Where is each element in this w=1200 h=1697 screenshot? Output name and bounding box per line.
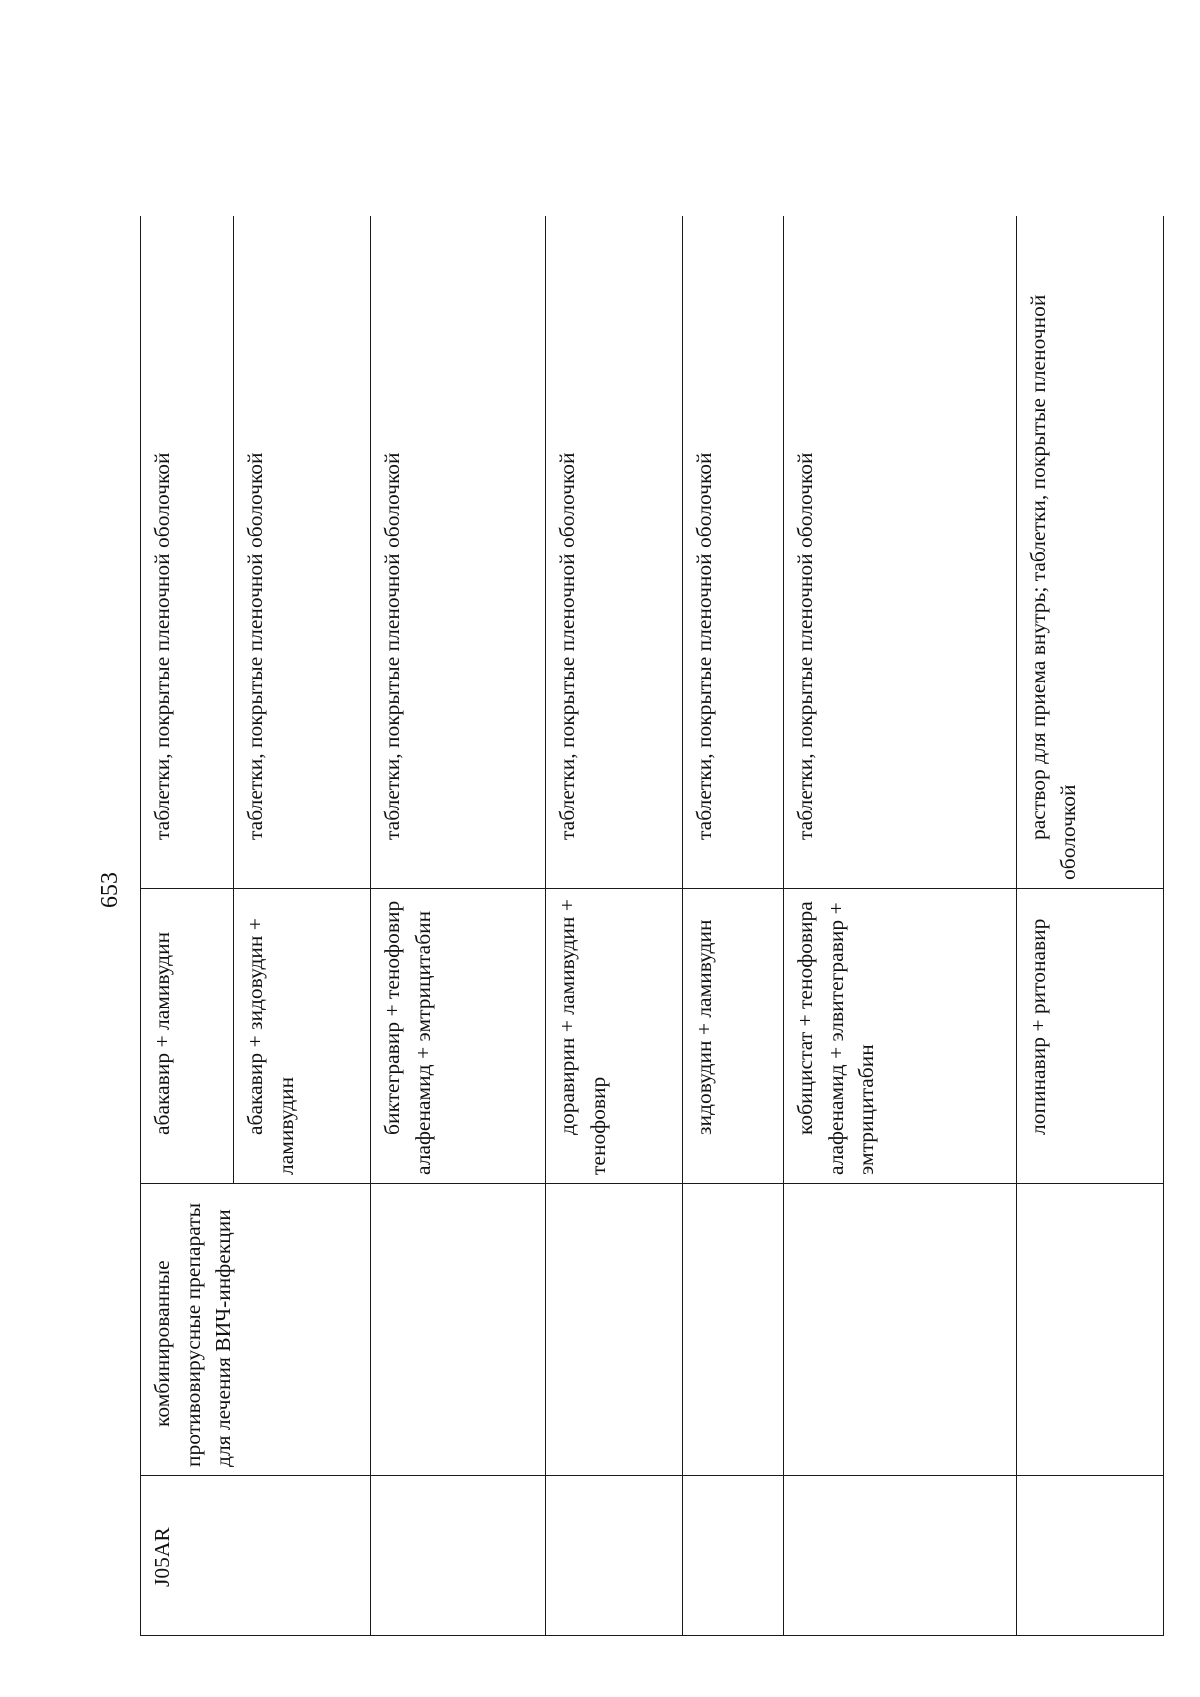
drug-name: абакавир + ламивудин — [150, 931, 174, 1135]
drug-name: зидовудин + ламивудин — [692, 919, 717, 1135]
drug-name-cell — [371, 889, 546, 1184]
drug-name: лопинавир + ритонавир — [1025, 918, 1050, 1135]
table-row — [141, 216, 234, 1636]
drug-name-cell — [784, 889, 1017, 1184]
dosage-form: таблетки, покрытые пленочной оболочкой — [692, 452, 717, 840]
drug-name-cell — [234, 889, 371, 1184]
dosage-form: раствор для приема внутрь; таблетки, покрытые пленочной оболочкой — [1025, 294, 1081, 880]
drug-name: абакавир + зидовудин + ламивудин — [243, 918, 298, 1175]
table-row — [683, 216, 784, 1636]
dosage-form: таблетки, покрытые пленочной оболочкой — [555, 452, 580, 840]
table-row — [1016, 216, 1163, 1636]
group-name-cell — [1016, 1184, 1163, 1476]
table-row — [784, 216, 1017, 1636]
dosage-form: таблетки, покрытые пленочной оболочкой — [793, 452, 818, 840]
group-code-cell — [683, 1476, 784, 1636]
dosage-form-cell — [371, 216, 546, 889]
group-code-cell — [784, 1476, 1017, 1636]
dosage-form-cell — [141, 216, 234, 889]
drug-name: биктегравир + тенофовир алафенамид + эмтрицитабин — [380, 900, 435, 1175]
group-name-cell — [371, 1184, 546, 1476]
dosage-form-cell — [546, 216, 683, 889]
drug-name: доравирин + ламивудин + тенофовир — [555, 899, 610, 1175]
table-row — [371, 216, 546, 1636]
drug-table-container — [140, 216, 1164, 1636]
drug-name-cell — [1016, 889, 1163, 1184]
dosage-form-cell — [784, 216, 1017, 889]
group-name-cell — [784, 1184, 1017, 1476]
page-number: 653 — [97, 872, 123, 908]
group-code: J05AR — [150, 1527, 174, 1587]
table-row — [546, 216, 683, 1636]
group-name-cell — [683, 1184, 784, 1476]
dosage-form: таблетки, покрытые пленочной оболочкой — [150, 452, 174, 840]
group-code-cell — [141, 1476, 371, 1636]
drug-name-cell — [683, 889, 784, 1184]
drug-name: кобицистат + тенофовира алафенамид + элвитегравир + эмтрицитабин — [793, 901, 879, 1175]
group-name-cell — [141, 1184, 371, 1476]
group-name: комбинированные противовирусные препараты для лечения ВИЧ-инфекции — [150, 1202, 236, 1467]
group-code-cell — [1016, 1476, 1163, 1636]
dosage-form-cell — [683, 216, 784, 889]
dosage-form-cell — [234, 216, 371, 889]
group-code-cell — [546, 1476, 683, 1636]
dosage-form: таблетки, покрытые пленочной оболочкой — [380, 452, 405, 840]
dosage-form: таблетки, покрытые пленочной оболочкой — [243, 452, 267, 840]
drug-name-cell — [546, 889, 683, 1184]
drug-table — [140, 216, 1164, 1636]
drug-name-cell — [141, 889, 234, 1184]
dosage-form-cell — [1016, 216, 1163, 889]
group-code-cell — [371, 1476, 546, 1636]
group-name-cell — [546, 1184, 683, 1476]
